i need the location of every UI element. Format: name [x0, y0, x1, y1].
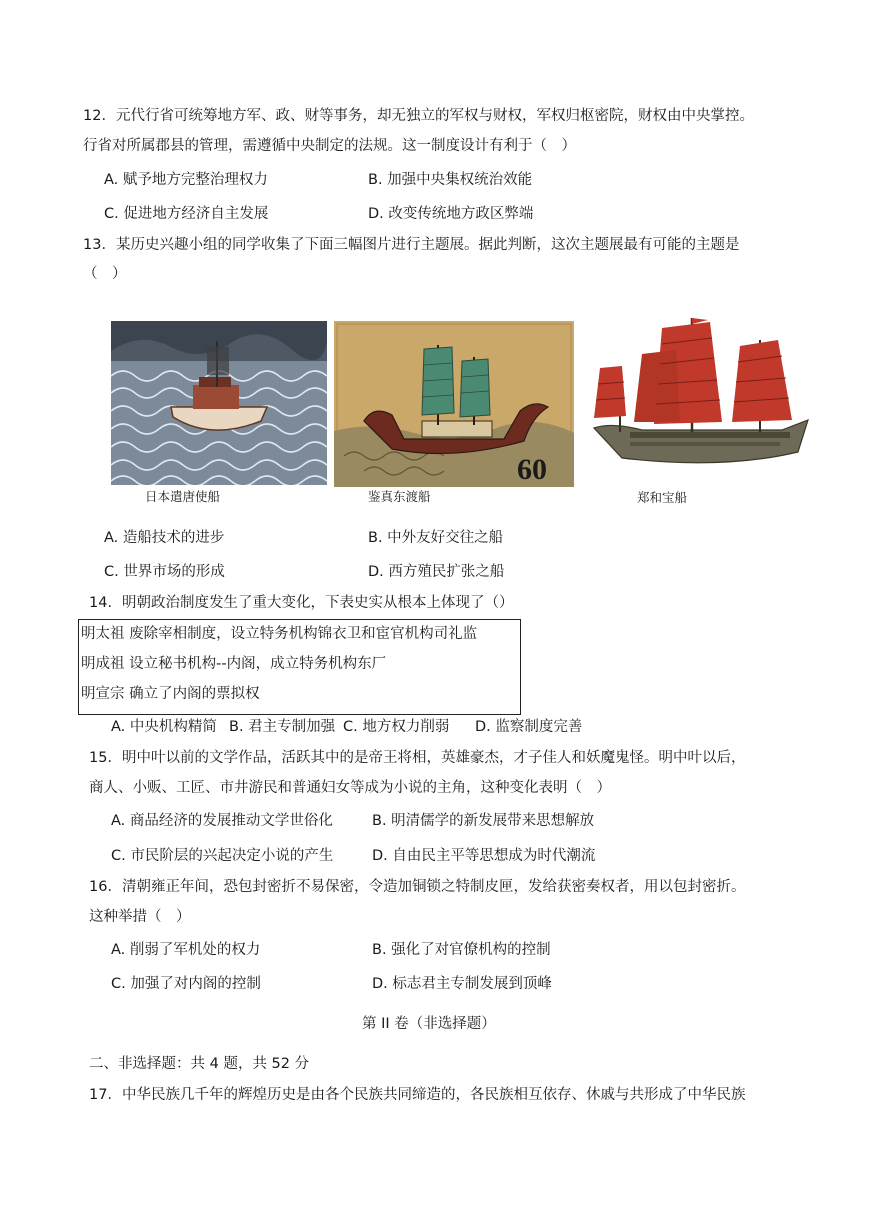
q16-option-b: B. 强化了对官僚机构的控制: [372, 942, 551, 958]
q12-option-c: C. 促进地方经济自主发展: [104, 206, 269, 222]
q15-stem-line2: 商人、小贩、工匠、市井游民和普通妇女等成为小说的主角，这种变化表明（ ）: [89, 780, 611, 796]
q14-option-d: D. 监察制度完善: [475, 719, 583, 735]
q13-stem-line2: （ ）: [83, 266, 127, 282]
q14-option-c: C. 地方权力削弱: [343, 719, 450, 735]
q16-stem-line2: 这种举措（ ）: [89, 909, 191, 925]
part2-title: 第 II 卷（非选择题）: [362, 1016, 496, 1032]
q16-option-c: C. 加强了对内阁的控制: [111, 976, 261, 992]
ship-in-waves-painting-icon: [111, 321, 327, 485]
jianzhen-ship-stamp: [334, 321, 574, 487]
caption-jianzhen-ship: 鉴真东渡船: [368, 489, 431, 504]
q16-option-a: A. 削弱了军机处的权力: [111, 942, 261, 958]
part2-section-heading: 二、非选择题：共 4 题，共 52 分: [89, 1056, 310, 1072]
q15-stem-line1: 15．明中叶以前的文学作品，活跃其中的是帝王将相，英雄豪杰，才子佳人和妖魔鬼怪。明中叶以后，: [89, 750, 746, 766]
q12-option-d: D. 改变传统地方政区弊端: [368, 206, 534, 222]
red-sail-junk-icon: [582, 310, 814, 486]
ship-stamp-icon: [334, 321, 574, 487]
q12-option-b: B. 加强中央集权统治效能: [368, 172, 533, 188]
q13-option-c: C. 世界市场的形成: [104, 564, 225, 580]
q17-stem-line1: 17．中华民族几千年的辉煌历史是由各个民族共同缔造的，各民族相互依存、休戚与共形成了中华民族: [89, 1087, 746, 1103]
table-row: 明宣宗 确立了内阁的票拟权: [81, 686, 260, 702]
treasure-ship-picture: [582, 310, 814, 486]
q14-stem: 14．明朝政治制度发生了重大变化，下表史实从根本上体现了（）: [89, 595, 514, 611]
caption-treasure-ship: 郑和宝船: [637, 490, 688, 505]
envoy-ship-painting: [111, 321, 327, 485]
q14-history-table: [78, 619, 521, 715]
caption-envoy-ship: 日本遣唐使船: [145, 489, 221, 504]
q13-stem-line1: 13．某历史兴趣小组的同学收集了下面三幅图片进行主题展。据此判断，这次主题展最有可能的主题是: [83, 237, 740, 253]
q15-option-d: D. 自由民主平等思想成为时代潮流: [372, 848, 596, 864]
q15-option-a: A. 商品经济的发展推动文学世俗化: [111, 813, 333, 829]
q14-option-a: A. 中央机构精简: [111, 719, 217, 735]
q14-option-b: B. 君主专制加强: [229, 719, 336, 735]
q12-stem-line1: 12．元代行省可统筹地方军、政、财等事务，却无独立的军权与财权，军权归枢密院，财权由中央掌控。: [83, 108, 754, 124]
q12-stem-line2: 行省对所属郡县的管理，需遵循中央制定的法规。这一制度设计有利于（ ）: [83, 138, 576, 154]
q15-option-c: C. 市民阶层的兴起决定小说的产生: [111, 848, 334, 864]
q13-option-d: D. 西方殖民扩张之船: [368, 564, 505, 580]
q16-option-d: D. 标志君主专制发展到顶峰: [372, 976, 552, 992]
q13-option-a: A. 造船技术的进步: [104, 530, 225, 546]
q15-option-b: B. 明清儒学的新发展带来思想解放: [372, 813, 595, 829]
q12-option-a: A. 赋予地方完整治理权力: [104, 172, 268, 188]
q13-option-b: B. 中外友好交往之船: [368, 530, 504, 546]
q16-stem-line1: 16．清朝雍正年间，恐包封密折不易保密，令造加铜锁之特制皮匣，发给获密奏权者，用以包封密折。: [89, 879, 746, 895]
table-row: 明成祖 设立秘书机构--内阁，成立特务机构东厂: [81, 656, 387, 672]
stamp-value-mark: 60: [517, 453, 547, 486]
table-row: 明太祖 废除宰相制度，设立特务机构锦衣卫和宦官机构司礼监: [81, 626, 478, 642]
